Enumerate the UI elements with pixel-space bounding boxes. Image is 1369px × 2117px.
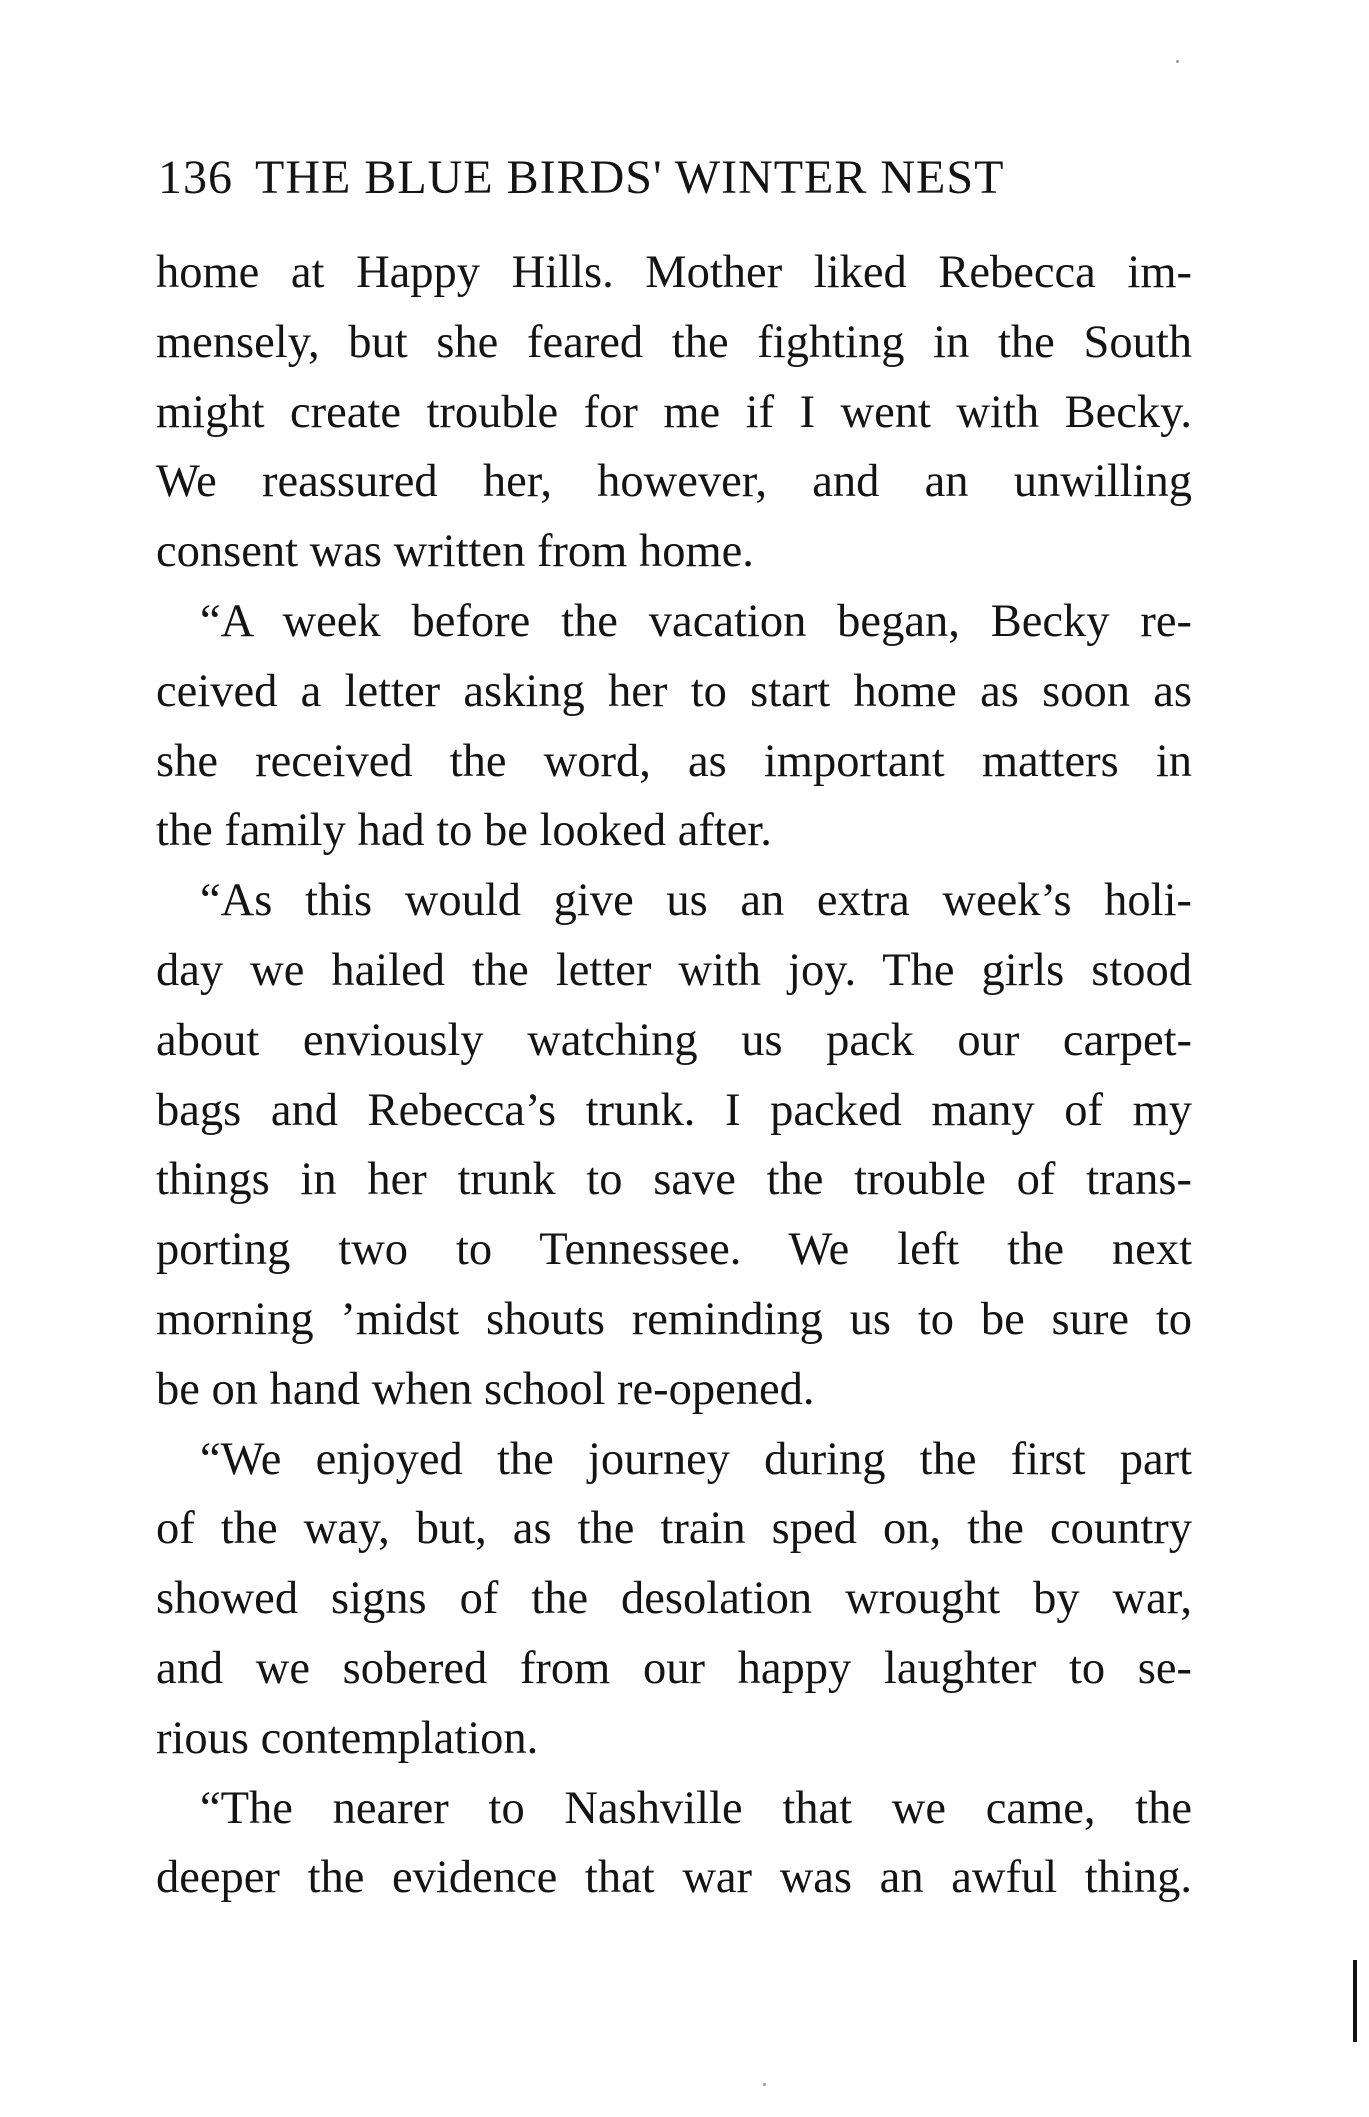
page-header xyxy=(158,148,1218,208)
text-line: of the way, but, as the train sped on, the country xyxy=(156,1503,1192,1555)
text-line: might create trouble for me if I went with Becky. xyxy=(156,386,1192,438)
text-line: showed signs of the desolation wrought by war, xyxy=(156,1573,1192,1625)
text-line: ceived a letter asking her to start home as soon as xyxy=(156,665,1192,717)
body-text xyxy=(156,238,1192,1913)
text-line: morning ’midst shouts reminding us to be sure to xyxy=(156,1293,1192,1345)
running-title: THE BLUE BIRDS' WINTER NEST xyxy=(255,151,1005,204)
scan-speck xyxy=(763,2083,766,2086)
text-line: deeper the evidence that war was an awful thing. xyxy=(156,1852,1192,1904)
text-line: and we sobered from our happy laughter to se- xyxy=(156,1642,1192,1694)
text-line: be on hand when school re-opened. xyxy=(156,1363,815,1415)
text-line: she received the word, as important matters in xyxy=(156,735,1192,787)
text-line: “A week before the vacation began, Becky re- xyxy=(200,595,1192,647)
text-line: about enviously watching us pack our carpet- xyxy=(156,1014,1192,1066)
text-line: day we hailed the letter with joy. The girls stood xyxy=(156,944,1192,996)
text-line: “We enjoyed the journey during the first part xyxy=(200,1433,1192,1485)
page-number: 136 xyxy=(158,151,233,204)
text-line: bags and Rebecca’s trunk. I packed many of my xyxy=(156,1084,1192,1136)
text-line: rious contemplation. xyxy=(156,1712,539,1764)
page-edge-mark xyxy=(1353,1960,1357,2042)
text-line: consent was written from home. xyxy=(156,526,754,578)
text-line: “As this would give us an extra week’s holi- xyxy=(200,875,1192,927)
scan-speck xyxy=(1176,60,1179,63)
text-line: porting two to Tennessee. We left the next xyxy=(156,1224,1192,1276)
text-line: things in her trunk to save the trouble of trans- xyxy=(156,1154,1192,1206)
text-line: the family had to be looked after. xyxy=(156,805,772,857)
text-line: We reassured her, however, and an unwilling xyxy=(156,456,1192,508)
text-line: “The nearer to Nashville that we came, the xyxy=(200,1782,1192,1834)
text-line: home at Happy Hills. Mother liked Rebecca im- xyxy=(156,247,1192,298)
text-line: mensely, but she feared the fighting in the South xyxy=(156,316,1192,368)
